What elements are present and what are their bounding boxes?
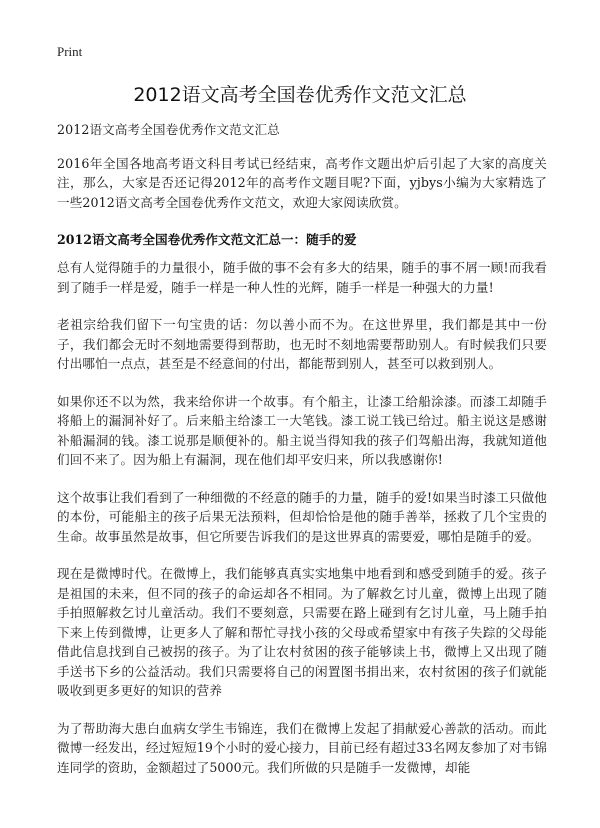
- body-paragraph-6: 为了帮助海大患白血病女学生韦锦连，我们在微博上发起了捐献爱心善款的活动。而此微博一经发出，经过短短19个小时的爱心接力，目前已经有超过33名网友参加了对韦锦连同学的资助，金额超过了5000元。我们所做的只是随手一发微博，却能: [57, 720, 547, 775]
- body-paragraph-4: 这个故事让我们看到了一种细微的不经意的随手的力量，随手的爱!如果当时漆工只做他的本份，可能船主的孩子后果无法预料，但却恰恰是他的随手善举，拯救了几个宝贵的生命。故事虽然是故事，但它所要告诉我们的是这世界真的需要爱，哪怕是随手的爱。: [57, 489, 547, 544]
- body-paragraph-5: 现在是微博时代。在微博上，我们能够真真实实地集中地看到和感受到随手的爱。孩子是祖国的未来，但不同的孩子的命运却各不相同。为了解救乞讨儿童，微博上出现了随手拍照解救乞讨儿童活动。我们不要刻意，只需要在路上碰到有乞讨儿童，马上随手拍下来上传到微博，让更多人了解和帮忙寻找小孩的父母或希望家中有孩子失踪的父母能借此信息找到自己被拐的孩子。为了让农村贫困的孩子能够读上书，微博上又出现了随手送书下乡的公益活动。我们只需要将自己的闲置图书捐出来，农村贫困的孩子们就能吸收到更多更好的知识的营养: [57, 566, 547, 698]
- body-paragraph-2: 老祖宗给我们留下一句宝贵的话：勿以善小而不为。在这世界里，我们都是其中一份子，我们都会无时不刻地需要得到帮助，也无时不刻地需要帮助别人。有时候我们只要付出哪怕一点点，甚至是不经意间的付出，都能帮到别人，甚至可以救到别人。: [57, 317, 547, 371]
- body-paragraph-3: 如果你还不以为然，我来给你讲一个故事。有个船主，让漆工给船涂漆。而漆工却随手将船上的漏洞补好了。后来船主给漆工一大笔钱。漆工说工钱已给过。船主说这是感谢补船漏洞的钱。漆工说那是顺便补的。船主说当得知我的孩子们驾船出海，我就知道他们回不来了。因为船上有漏洞，现在他们却平安归来，所以我感谢你!: [57, 393, 547, 467]
- section-heading: 2012语文高考全国卷优秀作文范文汇总一：随手的爱: [57, 232, 357, 247]
- document-title: 2012语文高考全国卷优秀作文范文汇总: [133, 84, 467, 106]
- intro-paragraph: 2016年全国各地高考语文科目考试已经结束，高考作文题出炉后引起了大家的高度关注，那么，大家是否还记得2012年的高考作文题目呢?下面，yjbys小编为大家精选了一些2012语文高考全国卷优秀作文范文，欢迎大家阅读欣赏。: [57, 155, 547, 210]
- print-link[interactable]: Print: [57, 44, 83, 59]
- body-paragraph-1: 总有人觉得随手的力量很小，随手做的事不会有多大的结果，随手的事不屑一顾!而我看到了随手一样是爱，随手一样是一种人性的光辉，随手一样是一种强大的力量!: [57, 260, 547, 295]
- article-subtitle: 2012语文高考全国卷优秀作文范文汇总: [57, 122, 280, 137]
- article-body: [57, 120, 547, 777]
